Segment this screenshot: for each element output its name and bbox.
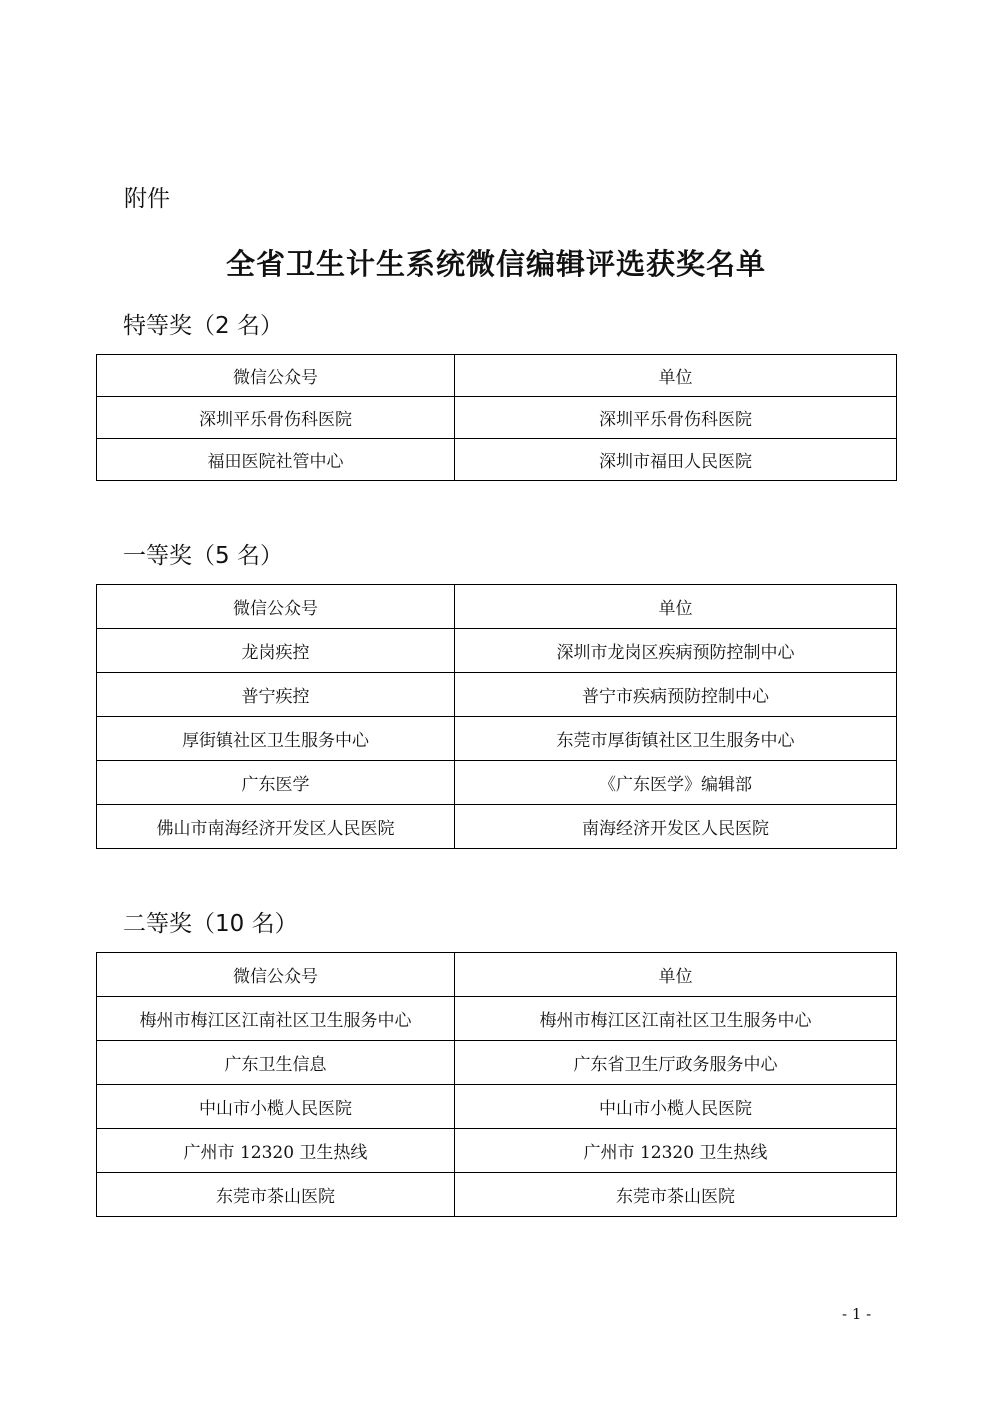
table-row (97, 717, 897, 761)
unit-cell: 深圳市龙岗区疾病预防控制中心 (455, 629, 897, 673)
account-cell: 福田医院社管中心 (97, 439, 455, 481)
account-cell: 广东医学 (97, 761, 455, 805)
section-second-prize (96, 908, 897, 1217)
unit-cell: 普宁市疾病预防控制中心 (455, 673, 897, 717)
table-row (97, 997, 897, 1041)
column-header-account: 微信公众号 (97, 585, 455, 629)
unit-cell: 广州市 12320 卫生热线 (455, 1129, 897, 1173)
unit-cell: 《广东医学》编辑部 (455, 761, 897, 805)
table-header-row (97, 585, 897, 629)
account-cell: 龙岗疾控 (97, 629, 455, 673)
table-row (97, 1041, 897, 1085)
account-cell: 广东卫生信息 (97, 1041, 455, 1085)
table-row (97, 761, 897, 805)
table-row (97, 1085, 897, 1129)
table-row (97, 1173, 897, 1217)
award-table (96, 584, 897, 849)
unit-cell: 梅州市梅江区江南社区卫生服务中心 (455, 997, 897, 1041)
column-header-account: 微信公众号 (97, 953, 455, 997)
table-header-row (97, 953, 897, 997)
unit-cell: 中山市小榄人民医院 (455, 1085, 897, 1129)
award-table (96, 952, 897, 1217)
account-cell: 厚街镇社区卫生服务中心 (97, 717, 455, 761)
account-cell: 广州市 12320 卫生热线 (97, 1129, 455, 1173)
section-first-prize (96, 540, 897, 849)
document-title: 全省卫生计生系统微信编辑评选获奖名单 (225, 247, 766, 281)
section-heading: 特等奖（2 名） (123, 313, 283, 339)
unit-cell: 深圳平乐骨伤科医院 (455, 397, 897, 439)
table-header-row (97, 355, 897, 397)
table-row (97, 397, 897, 439)
table-row (97, 673, 897, 717)
section-heading: 一等奖（5 名） (123, 543, 283, 569)
table-row (97, 439, 897, 481)
award-table (96, 354, 897, 481)
section-heading: 二等奖（10 名） (123, 911, 298, 937)
unit-cell: 东莞市厚街镇社区卫生服务中心 (455, 717, 897, 761)
column-header-unit: 单位 (455, 585, 897, 629)
account-cell: 深圳平乐骨伤科医院 (97, 397, 455, 439)
account-cell: 普宁疾控 (97, 673, 455, 717)
table-row (97, 805, 897, 849)
unit-cell: 广东省卫生厅政务服务中心 (455, 1041, 897, 1085)
column-header-account: 微信公众号 (97, 355, 455, 397)
account-cell: 梅州市梅江区江南社区卫生服务中心 (97, 997, 455, 1041)
unit-cell: 东莞市茶山医院 (455, 1173, 897, 1217)
page-number: - 1 - (842, 1305, 872, 1323)
section-special-prize (96, 310, 897, 481)
table-row (97, 1129, 897, 1173)
account-cell: 中山市小榄人民医院 (97, 1085, 455, 1129)
account-cell: 佛山市南海经济开发区人民医院 (97, 805, 455, 849)
account-cell: 东莞市茶山医院 (97, 1173, 455, 1217)
unit-cell: 南海经济开发区人民医院 (455, 805, 897, 849)
column-header-unit: 单位 (455, 355, 897, 397)
table-row (97, 629, 897, 673)
column-header-unit: 单位 (455, 953, 897, 997)
attachment-label: 附件 (124, 186, 170, 212)
unit-cell: 深圳市福田人民医院 (455, 439, 897, 481)
